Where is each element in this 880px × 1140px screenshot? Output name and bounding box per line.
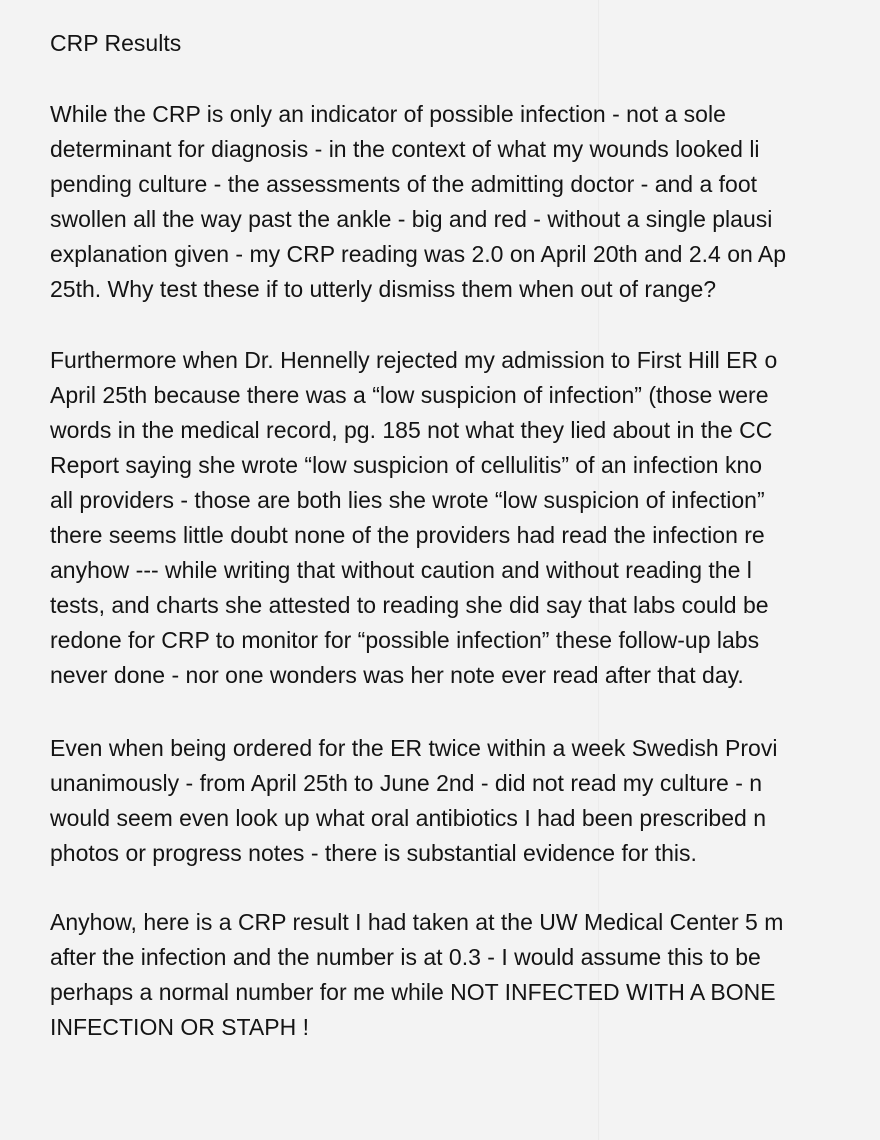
text-line: anyhow --- while writing that without caution and without reading the l (50, 557, 752, 583)
paragraph-admission-rejection (50, 343, 880, 693)
text-line: would seem even look up what oral antibiotics I had been prescribed n (50, 805, 766, 831)
text-line: April 25th because there was a “low suspicion of infection” (those were (50, 382, 769, 408)
text-line: determinant for diagnosis - in the context of what my wounds looked li (50, 136, 760, 162)
text-line: unanimously - from April 25th to June 2nd - did not read my culture - n (50, 770, 763, 796)
text-line: Anyhow, here is a CRP result I had taken at the UW Medical Center 5 m (50, 909, 784, 935)
text-line: all providers - those are both lies she wrote “low suspicion of infection” (50, 487, 765, 513)
text-line: While the CRP is only an indicator of possible infection - not a sole (50, 101, 726, 127)
paragraph-crp-indicator (50, 97, 880, 307)
text-line: after the infection and the number is at 0.3 - I would assume this to be (50, 944, 761, 970)
text-line: never done - nor one wonders was her note ever read after that day. (50, 662, 744, 688)
text-line: INFECTION OR STAPH ! (50, 1014, 309, 1040)
document-title: CRP Results (50, 30, 182, 56)
text-line: redone for CRP to monitor for “possible infection” these follow-up labs (50, 627, 760, 653)
text-line: photos or progress notes - there is substantial evidence for this. (50, 840, 697, 866)
paragraph-uw-result (50, 905, 880, 1045)
text-line: perhaps a normal number for me while NOT INFECTED WITH A BONE (50, 979, 776, 1005)
text-line: pending culture - the assessments of the admitting doctor - and a foot (50, 171, 758, 197)
text-line: Even when being ordered for the ER twice within a week Swedish Provi (50, 735, 778, 761)
text-line: Report saying she wrote “low suspicion of cellulitis” of an infection kno (50, 452, 763, 478)
text-line: there seems little doubt none of the providers had read the infection re (50, 522, 765, 548)
text-line: swollen all the way past the ankle - big and red - without a single plausi (50, 206, 773, 232)
text-line: tests, and charts she attested to reading she did say that labs could be (50, 592, 769, 618)
text-line: words in the medical record, pg. 185 not what they lied about in the CC (50, 417, 773, 443)
paragraph-er-orders (50, 731, 880, 871)
text-line: Furthermore when Dr. Hennelly rejected my admission to First Hill ER o (50, 347, 778, 373)
text-line: 25th. Why test these if to utterly dismiss them when out of range? (50, 276, 717, 302)
text-line: explanation given - my CRP reading was 2.0 on April 20th and 2.4 on Ap (50, 241, 787, 267)
